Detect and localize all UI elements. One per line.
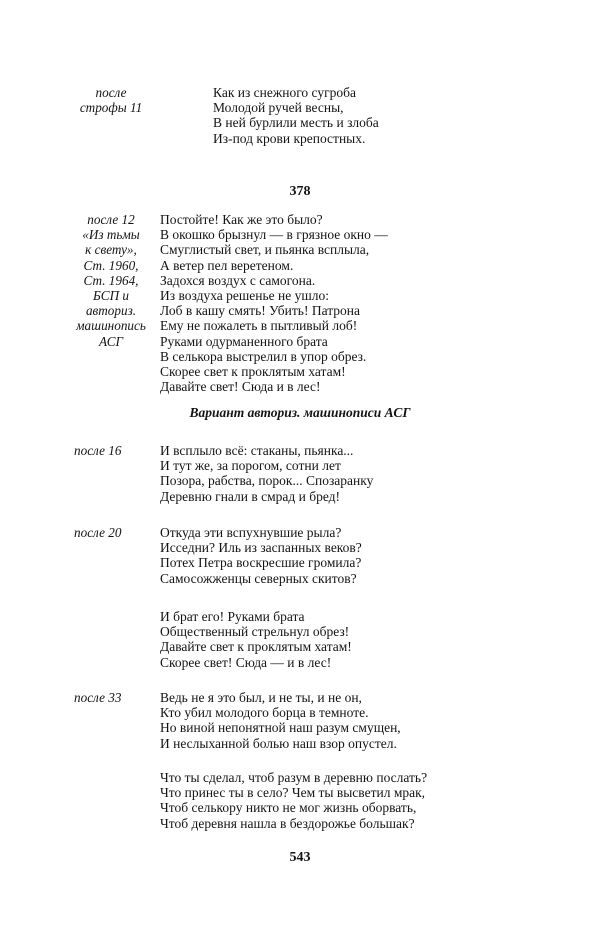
poem-number: 378 [289, 184, 311, 199]
note-line: строфы 11 [79, 100, 143, 116]
verse-line: Общественный стрельнул обрез! [160, 624, 350, 640]
verse-block-20-stanza-1 [160, 525, 362, 586]
verse-line: И тут же, за порогом, сотни лет [160, 458, 341, 474]
note-after-20: после 20 [74, 525, 122, 540]
verse-line: Ведь не я это был, и не ты, и не он, [160, 690, 362, 705]
verse-line: Но виной непонятной наш разум смущен, [160, 720, 401, 736]
note-line: после [95, 85, 127, 100]
verse-line: Постойте! Как же это было? [160, 212, 323, 227]
verse-line: Давайте свет! Сюда и в лес! [160, 379, 321, 395]
note-line: после 12 [87, 212, 135, 227]
note-line: машинопись [76, 318, 146, 334]
verse-line: Скорее свет к проклятым хатам! [160, 364, 346, 380]
verse-line: Как из снежного сугроба [213, 85, 356, 100]
note-line: Ст. 1960, [83, 257, 139, 273]
verse-block-16 [160, 443, 373, 504]
verse-line: В окошко брызнул — в грязное окно — [160, 227, 388, 243]
note-line: АСГ [98, 333, 124, 349]
note-line: к свету», [85, 242, 137, 258]
verse-line: Откуда эти вспухнувшие рыла? [160, 525, 342, 540]
verse-line: А ветер пел веретеном. [160, 257, 294, 273]
verse-block-33-stanza-2 [160, 770, 427, 831]
verse-line: Руками одурманенного брата [160, 333, 328, 349]
verse-line: Скорее свет! Сюда — и в лес! [160, 654, 332, 670]
verse-line: Чтоб деревня нашла в бездорожье большак? [160, 815, 415, 831]
verse-block-20-stanza-2 [160, 609, 352, 670]
verse-line: В селькора выстрелил в упор обрез. [160, 348, 367, 364]
note-line: Ст. 1964, [83, 272, 139, 288]
verse-line: Молодой ручей весны, [213, 100, 344, 116]
verse-line: Самосожженцы северных скитов? [160, 570, 357, 586]
note-after-16: после 16 [74, 443, 122, 458]
variant-heading: Вариант авториз. машинописи АСГ [189, 405, 411, 420]
verse-line: Исседни? Иль из заспанных веков? [160, 540, 362, 556]
note-line: БСП и [93, 288, 129, 304]
verse-block-main [160, 212, 388, 394]
verse-line: И неслыханной болью наш взор опустел. [160, 735, 397, 751]
verse-line: Лоб в кашу смять! Убить! Патрона [160, 303, 361, 319]
verse-line: Задохся воздух с самогона. [160, 272, 316, 288]
note-after-33: после 33 [74, 690, 122, 705]
verse-line: Потех Петра воскресшие громила? [160, 555, 362, 571]
note-line: авториз. [85, 303, 137, 319]
verse-line: И брат его! Руками брата [160, 609, 305, 624]
verse-block-33-stanza-1 [160, 690, 401, 751]
verse-line: Смуглистый свет, и пьянка всплыла, [160, 242, 370, 258]
verse-line: Позора, рабства, порок... Спозаранку [160, 473, 374, 489]
verse-line: Давайте свет к проклятым хатам! [160, 639, 352, 655]
verse-line: Что принес ты в село? Чем ты высветил мрак, [160, 785, 426, 801]
verse-line: Деревню гнали в смрад и бред! [160, 488, 341, 504]
verse-line: Что ты сделал, чтоб разум в деревню послать? [160, 770, 428, 785]
note-line: «Из тьмы [82, 227, 140, 243]
verse-line: В ней бурлили месть и злоба [213, 115, 379, 131]
verse-line: И всплыло всё: стаканы, пьянка... [160, 443, 354, 458]
verse-block-top [213, 85, 379, 146]
verse-line: Чтоб селькору никто не мог жизнь оборвать, [160, 800, 417, 816]
verse-line: Кто убил молодого борца в темноте. [160, 705, 369, 721]
page-number: 543 [289, 850, 311, 865]
note-sources [68, 212, 154, 349]
verse-line: Из воздуха решенье не ушло: [160, 288, 329, 304]
verse-line: Из-под крови крепостных. [213, 130, 366, 146]
verse-line: Ему не пожалеть в пытливый лоб! [160, 318, 358, 334]
note-after-stanza-11 [72, 85, 150, 115]
